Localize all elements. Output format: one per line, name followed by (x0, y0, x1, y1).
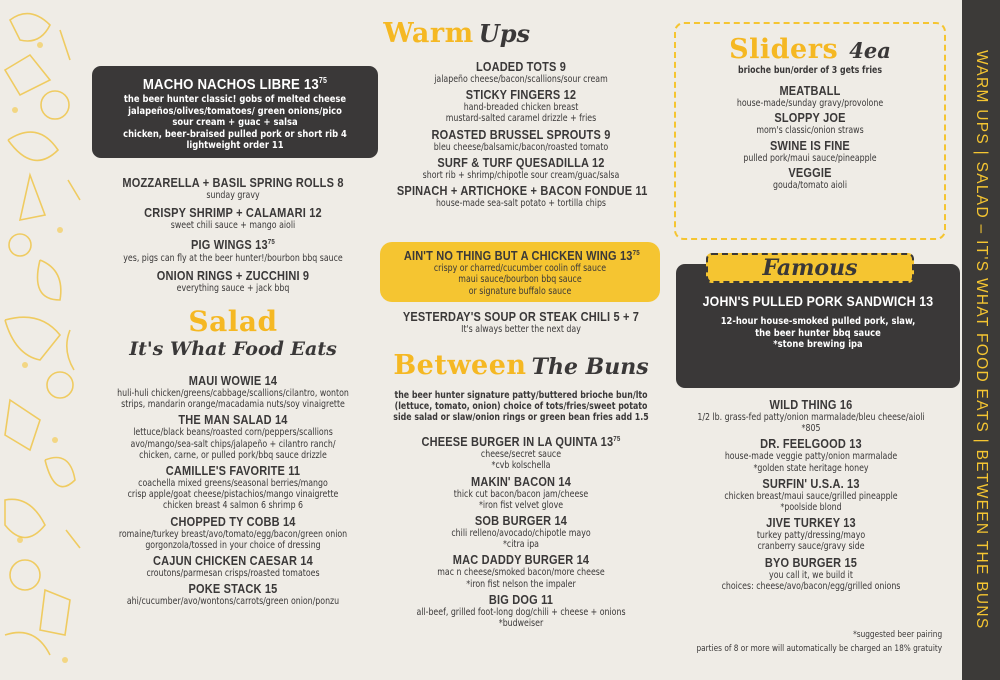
menu-item (676, 84, 944, 109)
item-title: AIN'T NO THING BUT A CHICKEN WING 13 (403, 249, 633, 264)
item-name: CRISPY SHRIMP + CALAMARI 12 (144, 206, 322, 221)
buns-heading (380, 350, 662, 381)
item-title: PIG WINGS 13 (191, 238, 268, 253)
item-name: CAJUN CHICKEN CAESAR 14 (153, 554, 313, 569)
menu-item (380, 88, 662, 124)
menu-item (670, 437, 952, 473)
item-name: SWINE IS FINE (770, 138, 850, 153)
salad-list (92, 374, 374, 607)
item-name (397, 433, 645, 449)
sidebar-label: WARM UPS | SALAD – IT'S WHAT FOOD EATS | BETWEEN THE BUNS (973, 50, 990, 630)
sliders-heading (676, 34, 944, 65)
item-name: SPINACH + ARTICHOKE + BACON FONDUE 11 (396, 184, 648, 199)
item-name: POKE STACK 15 (188, 582, 278, 597)
menu-item (92, 464, 374, 512)
item-name: ROASTED BRUSSEL SPROUTS 9 (431, 127, 611, 142)
item-desc: ahi/cucumber/avo/wontons/carrots/green onion/ponzu (126, 596, 340, 608)
price-cents: 75 (267, 239, 275, 247)
item-desc: sweet chili sauce + mango aioli (170, 220, 296, 232)
menu-item (380, 433, 662, 472)
menu-item (380, 156, 662, 181)
item-desc: chicken breast/maui sauce/grilled pineapple *poolside blond (724, 490, 898, 514)
item-name: YESTERDAY'S SOUP OR STEAK CHILI 5 + 7 (402, 310, 640, 324)
item-desc: sunday gravy (206, 190, 260, 201)
menu-item (670, 477, 952, 513)
menu-item (670, 398, 952, 434)
item-name: MAC DADDY BURGER 14 (452, 553, 590, 568)
desc-line: the beer hunter bbq sauce (755, 327, 881, 339)
desc-line: the beer hunter classic! gobs of melted cheese (123, 94, 347, 105)
item-name: LOADED TOTS 9 (475, 60, 567, 74)
item-title: CHEESE BURGER IN LA QUINTA 13 (421, 435, 614, 450)
item-name: BYO BURGER 15 (764, 555, 858, 570)
featured-nachos-card (92, 66, 378, 158)
item-name: CHOPPED TY COBB 14 (170, 514, 296, 529)
menu-item (670, 516, 952, 552)
item-desc: romaine/turkey breast/avo/tomato/egg/bacon/green onion gorgonzola/tossed in your choice of dressing (118, 528, 348, 551)
famous-banner-text: Famous (762, 255, 858, 281)
item-desc: bleu cheese/balsamic/bacon/roasted tomato (433, 141, 609, 153)
item-name (109, 236, 357, 252)
desc-line: maui sauce/bourbon bbq sauce (458, 274, 582, 286)
menu-item (670, 556, 952, 592)
item-name: CAMILLE'S FAVORITE 11 (165, 464, 301, 479)
item-name: DR. FEELGOOD 13 (760, 437, 862, 452)
item-desc: croutons/parmesan crisps/roasted tomatoes (146, 568, 320, 580)
salad-title: Salad (188, 305, 278, 338)
desc-line: *stone brewing ipa (773, 339, 863, 350)
beer-pairing-note: *suggested beer pairing (853, 630, 943, 640)
menu-item (380, 184, 662, 209)
price-cents: 75 (632, 250, 640, 257)
item-name: SOB BURGER 14 (474, 513, 568, 528)
item-name: THE MAN SALAD 14 (178, 413, 288, 428)
menu-item (92, 236, 374, 263)
desc-line: 12-hour house-smoked pulled pork, slaw, (720, 316, 916, 327)
right-column (670, 0, 952, 680)
decorative-illustration (0, 0, 85, 680)
item-name: JIVE TURKEY 13 (766, 516, 856, 531)
desc-line: crispy or charred/cucumber coolin off sauce (433, 263, 607, 275)
item-desc: all-beef, grilled foot-long dog/chili + cheese + onions *budweiser (416, 606, 626, 629)
menu-item-soup (380, 310, 662, 335)
sliders-title: Sliders (729, 34, 839, 65)
warm-ups-heading (290, 18, 530, 49)
item-desc: chili relleno/avocado/chipotle mayo *citra ipa (451, 527, 591, 551)
menu-item (676, 166, 944, 191)
buns-list-right (670, 398, 952, 592)
salad-subtitle: It's What Food Eats (129, 338, 337, 360)
menu-item (380, 514, 662, 550)
sliders-subtitle: brioche bun/order of 3 gets fries (737, 65, 883, 76)
warm-ups-title-b: Ups (478, 19, 530, 48)
menu-item (92, 206, 374, 231)
item-desc: short rib + shrimp/chipotle sour cream/guac/salsa (422, 169, 620, 181)
desc-line: jalapeños/olives/tomatoes/ green onions/pico (128, 105, 342, 117)
sliders-card (674, 22, 946, 240)
menu-item (92, 176, 374, 201)
item-name: SLOPPY JOE (774, 111, 846, 126)
item-name (403, 247, 640, 264)
item-name: SURFIN' U.S.A. 13 (762, 476, 860, 491)
menu-item (92, 554, 374, 579)
price-cents: 75 (318, 76, 328, 85)
item-name: WILD THING 16 (769, 398, 853, 412)
item-desc: turkey patty/dressing/mayo cranberry sauce/gravy side (756, 530, 866, 553)
item-desc: house-made sea-salt potato + tortilla chips (435, 198, 607, 210)
item-name: VEGGIE (788, 165, 832, 180)
item-desc: you call it, we build it choices: cheese/avo/bacon/egg/grilled onions (721, 569, 901, 592)
menu-item (676, 139, 944, 164)
desc-line: chicken, beer-braised pulled pork or short rib 4 (123, 128, 347, 140)
menu-item (380, 60, 662, 85)
item-desc: hand-breaded chicken breast mustard-salted caramel drizzle + fries (445, 102, 597, 125)
buns-title-b: The Buns (531, 354, 649, 380)
footer-notes (670, 630, 952, 655)
menu-item (380, 593, 662, 629)
section-sidebar (962, 0, 1000, 680)
item-desc: huli-huli chicken/greens/cabbage/scallions/cilantro, wonton strips, mandarin orange/macadamia nuts/soy vinaigrette (117, 388, 349, 411)
sliders-price: 4ea (849, 38, 891, 63)
left-column (92, 0, 374, 680)
menu-item (92, 374, 374, 410)
menu-item (380, 128, 662, 153)
salad-heading (92, 306, 374, 360)
warm-ups-right-list (380, 60, 662, 209)
item-name: MOZZARELLA + BASIL SPRING ROLLS 8 (122, 176, 344, 190)
menu-item (92, 582, 374, 607)
item-desc: mom's classic/onion straws (756, 125, 864, 137)
warm-ups-left-list (92, 176, 374, 294)
menu-item (92, 515, 374, 551)
item-desc: gouda/tomato aioli (772, 179, 847, 191)
item-desc: everything sauce + jack bbq (176, 282, 290, 294)
famous-item-name: JOHN'S PULLED PORK SANDWICH 13 (702, 293, 934, 309)
item-desc: 1/2 lb. grass-fed patty/onion marmalade/bleu cheese/aioli *805 (697, 412, 925, 435)
middle-column (380, 0, 662, 680)
item-name: STICKY FINGERS 12 (465, 88, 577, 103)
item-name: BIG DOG 11 (488, 592, 554, 607)
item-name: SURF & TURF QUESADILLA 12 (437, 155, 605, 170)
chicken-wing-card (380, 242, 660, 302)
item-desc: yes, pigs can fly at the beer hunter!/bourbon bbq sauce (123, 252, 343, 264)
item-desc: cheese/secret sauce *cvb kolschella (480, 449, 562, 472)
item-desc: coachella mixed greens/seasonal berries/mango crisp apple/goat cheese/pistachios/mango vinaigrette chicken breast 4 salmon 6 shrimp 6 (127, 478, 339, 512)
item-desc: It's always better the next day (461, 324, 581, 335)
desc-line: sour cream + guac + salsa (172, 117, 298, 128)
menu-item (380, 553, 662, 589)
item-desc: house-made veggie patty/onion marmalade *golden state heritage honey (724, 451, 898, 474)
item-name: ONION RINGS + ZUCCHINI 9 (156, 268, 310, 283)
item-desc: jalapeño cheese/bacon/scallions/sour cream (434, 74, 608, 85)
famous-banner (706, 253, 914, 283)
warm-ups-title-a: Warm (383, 18, 474, 49)
item-name (116, 72, 354, 94)
menu-item (676, 111, 944, 136)
item-desc: mac n cheese/smoked bacon/more cheese *iron fist nelson the impaler (437, 567, 605, 590)
gratuity-note: parties of 8 or more will automatically be charged an 18% gratuity (696, 644, 943, 655)
desc-line: or signature buffalo sauce (468, 285, 572, 297)
item-name: MEATBALL (779, 84, 841, 99)
menu-item (92, 269, 374, 294)
menu-item (380, 475, 662, 511)
desc-line: lightweight order 11 (186, 140, 284, 151)
menu-item (92, 413, 374, 461)
buns-intro: the beer hunter signature patty/buttered brioche bun/lto (lettuce, tomato, onion) choice of tots/fries/sweet potato side salad or slaw/onion rings or green bean fries add 1.5 (393, 390, 649, 424)
item-desc: pulled pork/maui sauce/pineapple (743, 152, 877, 164)
item-name: MAUI WOWIE 14 (188, 374, 278, 388)
buns-list-middle (380, 433, 662, 629)
buns-title-a: Between (393, 350, 527, 381)
item-desc: thick cut bacon/bacon jam/cheese *iron fist velvet glove (453, 488, 589, 511)
item-desc (109, 94, 360, 152)
item-desc: house-made/sunday gravy/provolone (736, 98, 884, 110)
item-desc: lettuce/black beans/roasted corn/peppers/scallions avo/mango/sea-salt chips/jalapeño + cilantro ranch/ chicken, carne, or pulled pork/bbq sauce drizzle (130, 427, 336, 461)
item-name: MAKIN' BACON 14 (471, 474, 571, 489)
nachos-name: MACHO NACHOS LIBRE 13 (142, 76, 319, 93)
price-cents: 75 (613, 436, 621, 443)
